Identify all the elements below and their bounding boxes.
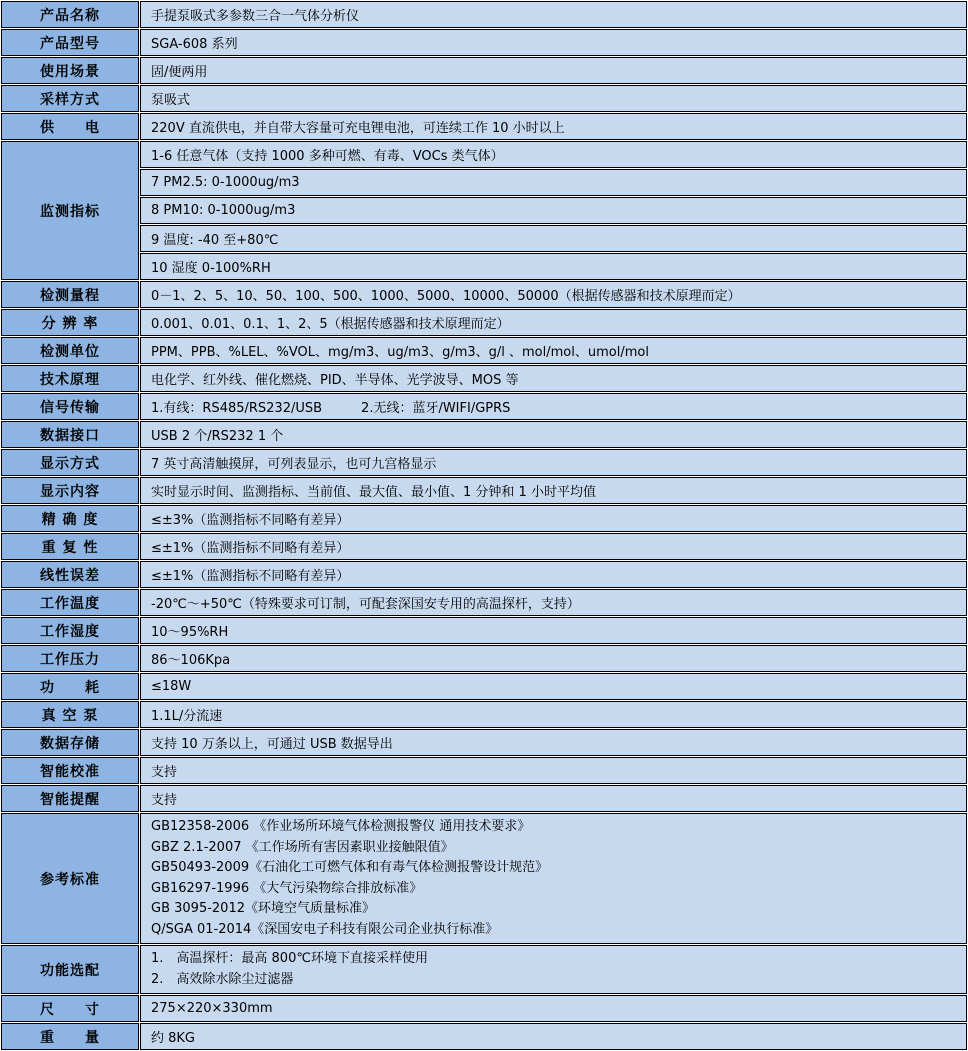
row-signal-transmission — [1, 393, 967, 420]
repeatability-label: 重 复 性 — [1, 533, 139, 560]
signal-transmission-value: 1.有线：RS485/RS232/USB 2.无线：蓝牙/WIFI/GPRS — [140, 393, 967, 420]
row-monitoring-4 — [1, 225, 967, 252]
power-supply-label: 供 电 — [1, 113, 139, 140]
product-name-label: 产品名称 — [1, 1, 139, 28]
row-power-supply — [1, 113, 967, 140]
row-monitoring-5 — [1, 253, 967, 280]
resolution-label: 分 辨 率 — [1, 309, 139, 336]
row-power-consumption — [1, 673, 967, 700]
row-display-content — [1, 477, 967, 504]
detection-unit-value: PPM、PPB、%LEL、%VOL、mg/m3、ug/m3、g/m3、g/l 、mol/mol、umol/mol — [140, 337, 967, 364]
sampling-method-label: 采样方式 — [1, 85, 139, 112]
power-consumption-value: ≤18W — [140, 673, 967, 700]
reference-standard-line-4: GB16297-1996 《大气污染物综合排放标准》 — [151, 880, 423, 896]
row-weight — [1, 1023, 967, 1050]
dimensions-value: 275×220×330mm — [140, 995, 967, 1022]
working-pressure-label: 工作压力 — [1, 645, 139, 672]
display-content-value: 实时显示时间、监测指标、当前值、最大值、最小值、1 分钟和 1 小时平均值 — [140, 477, 967, 504]
data-storage-label: 数据存储 — [1, 729, 139, 756]
detection-unit-label: 检测单位 — [1, 337, 139, 364]
repeatability-value: ≤±1%（监测指标不同略有差异） — [140, 533, 967, 560]
working-humidity-value: 10～95%RH — [140, 617, 967, 644]
row-sampling-method — [1, 85, 967, 112]
usage-scene-label: 使用场景 — [1, 57, 139, 84]
technical-principle-value: 电化学、红外线、催化燃烧、PID、半导体、光学波导、MOS 等 — [140, 365, 967, 392]
working-temperature-value: -20℃～+50℃（特殊要求可订制，可配套深国安专用的高温探杆，支持） — [140, 589, 967, 616]
monitoring-item-1: 1-6 任意气体（支持 1000 多种可燃、有毒、VOCs 类气体） — [140, 141, 967, 168]
row-smart-reminder — [1, 785, 967, 812]
row-working-humidity — [1, 617, 967, 644]
weight-value: 约 8KG — [140, 1023, 967, 1050]
technical-principle-label: 技术原理 — [1, 365, 139, 392]
product-name-value: 手提泵吸式多参数三合一气体分析仪 — [140, 1, 967, 28]
monitoring-item-2: 7 PM2.5: 0-1000ug/m3 — [140, 169, 967, 196]
monitoring-item-4: 9 温度: -40 至+80℃ — [140, 225, 967, 252]
working-temperature-label: 工作温度 — [1, 589, 139, 616]
accuracy-label: 精 确 度 — [1, 505, 139, 532]
reference-standard-line-3: GB50493-2009《石油化工可燃气体和有毒气体检测报警设计规范》 — [151, 860, 549, 875]
monitoring-item-3: 8 PM10: 0-1000ug/m3 — [140, 197, 967, 224]
smart-calibration-label: 智能校准 — [1, 757, 139, 784]
row-detection-unit — [1, 337, 967, 364]
smart-reminder-value: 支持 — [140, 785, 967, 812]
row-smart-calibration — [1, 757, 967, 784]
display-mode-value: 7 英寸高清触摸屏，可列表显示，也可九宫格显示 — [140, 449, 967, 476]
display-content-label: 显示内容 — [1, 477, 139, 504]
product-model-value: SGA-608 系列 — [140, 29, 967, 56]
row-vacuum-pump — [1, 701, 967, 728]
row-display-mode — [1, 449, 967, 476]
row-usage-scene — [1, 57, 967, 84]
accuracy-value: ≤±3%（监测指标不同略有差异） — [140, 505, 967, 532]
detection-range-value: 0－1、2、5、10、50、100、500、1000、5000、10000、50000（根据传感器和技术原理而定） — [140, 281, 967, 308]
resolution-value: 0.001、0.01、0.1、1、2、5（根据传感器和技术原理而定） — [140, 309, 967, 336]
product-model-label: 产品型号 — [1, 29, 139, 56]
row-monitoring-2 — [1, 169, 967, 196]
linearity-error-value: ≤±1%（监测指标不同略有差异） — [140, 561, 967, 588]
row-linearity-error — [1, 561, 967, 588]
reference-standard-line-6: Q/SGA 01-2014《深国安电子科技有限公司企业执行标准》 — [151, 921, 499, 937]
weight-label: 重 量 — [1, 1023, 139, 1050]
row-product-name — [1, 1, 967, 28]
signal-transmission-label: 信号传输 — [1, 393, 139, 420]
data-interface-label: 数据接口 — [1, 421, 139, 448]
row-product-model — [1, 29, 967, 56]
row-monitoring-1 — [1, 141, 967, 168]
vacuum-pump-value: 1.1L/分流速 — [140, 701, 967, 728]
row-working-pressure — [1, 645, 967, 672]
sampling-method-value: 泵吸式 — [140, 85, 967, 112]
usage-scene-value: 固/便两用 — [140, 57, 967, 84]
detection-range-label: 检测量程 — [1, 281, 139, 308]
row-detection-range — [1, 281, 967, 308]
row-monitoring-3 — [1, 197, 967, 224]
reference-standards-label: 参考标准 — [1, 813, 139, 944]
linearity-error-label: 线性误差 — [1, 561, 139, 588]
optional-features-value — [140, 945, 967, 994]
power-consumption-label: 功 耗 — [1, 673, 139, 700]
row-technical-principle — [1, 365, 967, 392]
display-mode-label: 显示方式 — [1, 449, 139, 476]
row-optional-features — [1, 945, 967, 994]
optional-feature-line-1: 1. 高温探杆：最高 800℃环境下直接采样使用 — [151, 951, 428, 966]
data-storage-value: 支持 10 万条以上，可通过 USB 数据导出 — [140, 729, 967, 756]
reference-standard-line-1: GB12358-2006 《作业场所环境气体检测报警仪 通用技术要求》 — [151, 819, 531, 834]
row-data-storage — [1, 729, 967, 756]
smart-reminder-label: 智能提醒 — [1, 785, 139, 812]
monitoring-item-5: 10 湿度 0-100%RH — [140, 253, 967, 280]
working-humidity-label: 工作湿度 — [1, 617, 139, 644]
vacuum-pump-label: 真 空 泵 — [1, 701, 139, 728]
reference-standards-value — [140, 813, 967, 944]
dimensions-label: 尺 寸 — [1, 995, 139, 1022]
smart-calibration-value: 支持 — [140, 757, 967, 784]
row-working-temperature — [1, 589, 967, 616]
reference-standard-line-5: GB 3095-2012《环境空气质量标准》 — [151, 901, 375, 916]
row-reference-standards — [1, 813, 967, 944]
working-pressure-value: 86～106Kpa — [140, 645, 967, 672]
row-accuracy — [1, 505, 967, 532]
row-dimensions — [1, 995, 967, 1022]
power-supply-value: 220V 直流供电，并自带大容量可充电锂电池，可连续工作 10 小时以上 — [140, 113, 967, 140]
data-interface-value: USB 2 个/RS232 1 个 — [140, 421, 967, 448]
monitoring-label: 监测指标 — [1, 141, 139, 280]
optional-feature-line-2: 2. 高效除水除尘过滤器 — [151, 971, 294, 987]
row-data-interface — [1, 421, 967, 448]
row-resolution — [1, 309, 967, 336]
row-repeatability — [1, 533, 967, 560]
reference-standard-line-2: GBZ 2.1-2007 《工作场所有害因素职业接触限值》 — [151, 839, 454, 855]
optional-features-label: 功能选配 — [1, 945, 139, 994]
